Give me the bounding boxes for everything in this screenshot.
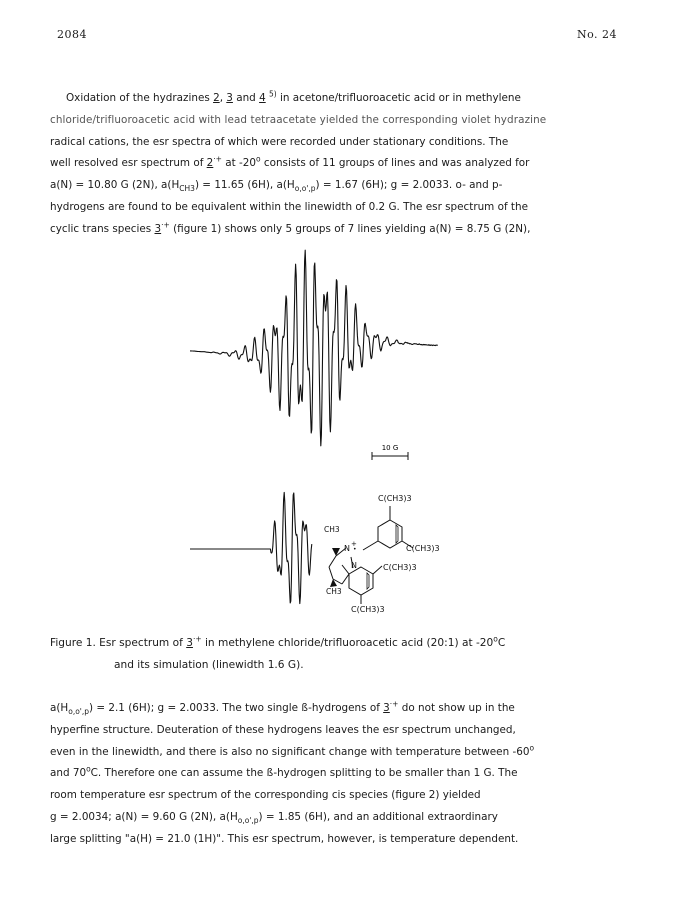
caption-line-2: and its simulation (linewidth 1.6 G).: [114, 659, 304, 671]
p2-line-3: even in the linewidth, and there is also no significant change with temperature between -60$^o$: [50, 743, 535, 758]
p2-line-7: large splitting "a(H) = 21.0 (1H)". This esr spectrum, however, is temperature dependent.: [50, 832, 519, 845]
p2-line-6: g = 2.0034; a(N) = 9.60 G (2N), $a(H_{o,o',p}) = 1.85$ (6H), and an additional extraordinary: [50, 810, 498, 826]
substituent-right-1: C(CH3)3: [406, 544, 440, 553]
substituent-bottom: C(CH3)3: [351, 605, 385, 614]
p1-line-2: chloride/trifluoroacetic acid with lead tetraacetate yielded the corresponding violet hydrazine: [50, 113, 547, 126]
structure-labels: [324, 494, 440, 614]
p2-line-4: and 70$^o$C. Therefore one can assume the ß-hydrogen splitting to be smaller than 1 G. The: [50, 764, 518, 780]
simulated-spectrum: [190, 492, 312, 603]
nitrogen-2: N: [351, 561, 357, 570]
p1-line-7: cyclic trans species 3·+ (figure 1) shows only 5 groups of 7 lines yielding a(N) = 8.75 G (2N),: [50, 220, 531, 235]
p2-line-1: $a(H_{o,o',p}) = 2.1$ (6H); g = 2.0033. The two single ß-hydrogens of 3·+ do not show up in the: [50, 699, 515, 717]
page-number: 2084: [57, 28, 87, 41]
p1-line-1: Oxidation of the hydrazines 2, 3 and 4 $^{5)}$ in acetone/trifluoroacetic acid or in methylene: [66, 89, 521, 104]
radical-label: •: [353, 546, 357, 553]
p1-line-4: well resolved esr spectrum of 2·+ at -20$^o$ consists of 11 groups of lines and was analyzed for: [50, 154, 530, 170]
experimental-spectrum: [190, 250, 438, 446]
paragraph-2: [50, 698, 630, 851]
p1-line-5: a(N) = 10.80 G (2N), $a(H_{CH3}) = 11.65$ (6H), $a(H_{o,o',p}) = 1.67$ (6H); g = 2.0033. o- and p-: [50, 179, 503, 194]
caption-line-1: Figure 1. Esr spectrum of 3·+ in methylene chloride/trifluoroacetic acid (20:1) at -20$^o$C: [50, 634, 506, 649]
scale-bar-label: 10 G: [381, 444, 399, 452]
methyl-bottom: CH3: [326, 587, 342, 596]
p1-line-3: radical cations, the esr spectra of which were recorded under stationary conditions. The: [50, 135, 509, 148]
substituent-top: C(CH3)3: [378, 494, 412, 503]
figure-caption: [50, 632, 640, 676]
p2-line-5: room temperature esr spectrum of the corresponding cis species (figure 2) yielded: [50, 789, 481, 802]
methyl-top: CH3: [324, 525, 340, 534]
substituent-right-2: C(CH3)3: [383, 563, 417, 572]
scale-bar: [372, 444, 408, 460]
p2-line-2: hyperfine structure. Deuteration of these hydrogens leaves the esr spectrum unchanged,: [50, 723, 516, 736]
p1-line-6: hydrogens are found to be equivalent within the linewidth of 0.2 G. The esr spectrum of the: [50, 200, 528, 213]
charge-label: +: [351, 540, 357, 548]
nitrogen-1: N: [344, 544, 350, 553]
issue-number: No. 24: [577, 28, 618, 41]
